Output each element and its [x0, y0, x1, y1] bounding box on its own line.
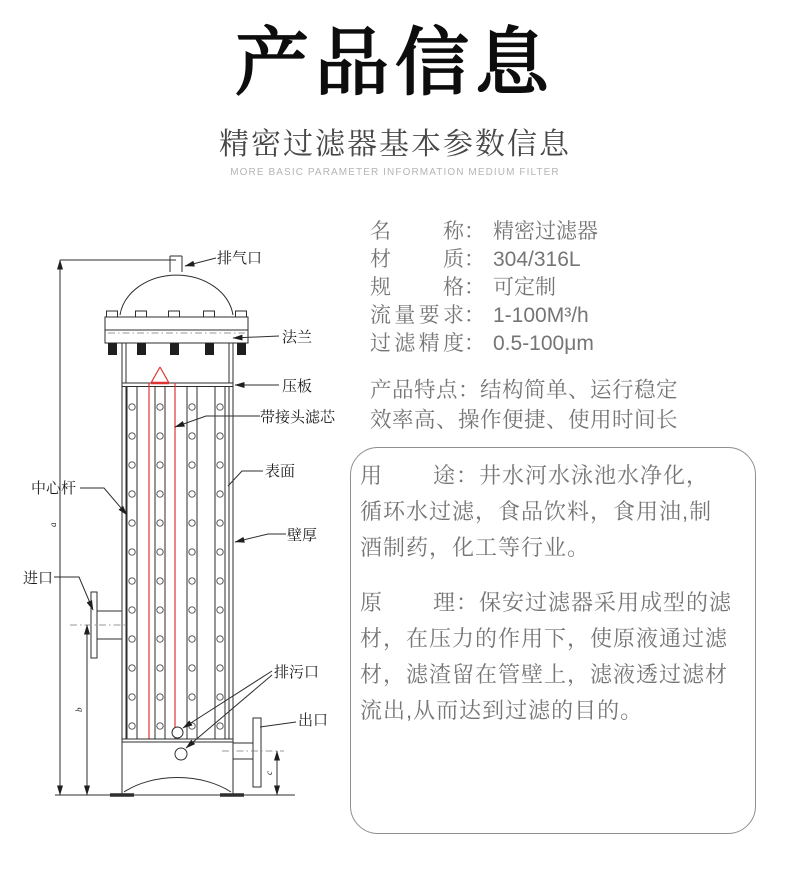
label-outlet: 出口: [298, 712, 329, 729]
label-inlet: 进口: [23, 570, 54, 587]
spec-row-material: [370, 246, 598, 274]
usage-line: [360, 458, 746, 494]
spec-row-flow: [370, 302, 598, 330]
page-subtitle: 精密过滤器基本参数信息: [219, 128, 571, 161]
spec-value: 1-100M³/h: [493, 304, 589, 327]
dimension-b: [74, 625, 87, 795]
product-features: [370, 375, 678, 435]
spec-row-precision: [370, 330, 598, 358]
top-dome: [120, 275, 233, 315]
spec-colon: ：: [464, 248, 485, 271]
usage-paragraph: [360, 458, 746, 566]
drain-port-upper: [172, 727, 183, 738]
label-pressure-plate: 压板: [282, 378, 313, 395]
label-center-rod: 中心杆: [31, 480, 77, 497]
filter-cartridges: [127, 387, 225, 739]
principle-label: 原理: [360, 590, 456, 615]
principle-line: 材，滤渣留在管壁上，滤液透过滤材: [360, 662, 729, 687]
spec-value: 可定制: [493, 276, 556, 299]
label-flange: 法兰: [282, 329, 313, 346]
usage-line: 循环水过滤，食品饮料，食用油,制: [360, 499, 713, 524]
usage-principle-box: [350, 447, 756, 834]
principle-line: 流出,从而达到过滤的目的。: [360, 698, 644, 723]
principle-line: [360, 585, 746, 621]
label-wall-thickness: 壁厚: [287, 527, 318, 544]
vent-port: [170, 256, 182, 272]
spec-label: 名称: [370, 220, 464, 243]
drain-port-lower: [175, 748, 187, 760]
spec-list: [370, 218, 598, 358]
spec-label: 流量要求: [370, 304, 464, 327]
spec-row-spec: [370, 274, 598, 302]
spec-label: 规格: [370, 276, 464, 299]
bottom-plate: [122, 739, 233, 742]
dim-a-label: a: [48, 522, 58, 527]
spec-row-name: [370, 218, 598, 246]
bottom-dome: [124, 778, 231, 792]
principle-line: 材，在压力的作用下，使原液通过滤: [360, 626, 729, 651]
usage-text: ：井水河水泳池水净化，: [456, 463, 710, 488]
principle-text: ：保安过滤器采用成型的滤: [456, 590, 733, 615]
inlet-nozzle: [70, 592, 125, 658]
features-line: 效率高、操作便捷、使用时间长: [370, 408, 679, 432]
usage-line: 酒制药，化工等行业。: [360, 535, 591, 560]
filter-technical-drawing: [20, 225, 370, 845]
dim-c-label: c: [264, 771, 274, 775]
dimension-c: [264, 751, 277, 795]
spec-label: 过滤精度: [370, 332, 464, 355]
features-line: 产品特点：结构简单、运行稳定: [370, 378, 679, 402]
usage-label: 用途: [360, 463, 456, 488]
spec-colon: ：: [464, 220, 485, 243]
pressure-plate: [122, 383, 233, 387]
cartridge-holes: [129, 404, 223, 729]
spec-value: 0.5-100μm: [493, 332, 594, 355]
spec-value: 304/316L: [493, 248, 581, 271]
page-title: 产品信息: [235, 21, 555, 104]
label-cartridge: 带接头滤芯: [260, 409, 336, 426]
spec-colon: ：: [464, 304, 485, 327]
spec-colon: ：: [464, 332, 485, 355]
outlet-nozzle: [222, 718, 284, 787]
spec-colon: ：: [464, 276, 485, 299]
dim-b-label: b: [74, 707, 84, 712]
page-subtitle-en: MORE BASIC PARAMETER INFORMATION MEDIUM FILTER: [230, 167, 560, 178]
label-surface: 表面: [265, 463, 296, 480]
spec-value: 精密过滤器: [493, 220, 598, 243]
label-vent-port: 排气口: [217, 250, 263, 267]
label-drain-port: 排污口: [274, 664, 320, 681]
spec-label: 材质: [370, 248, 464, 271]
principle-paragraph: [360, 585, 746, 729]
